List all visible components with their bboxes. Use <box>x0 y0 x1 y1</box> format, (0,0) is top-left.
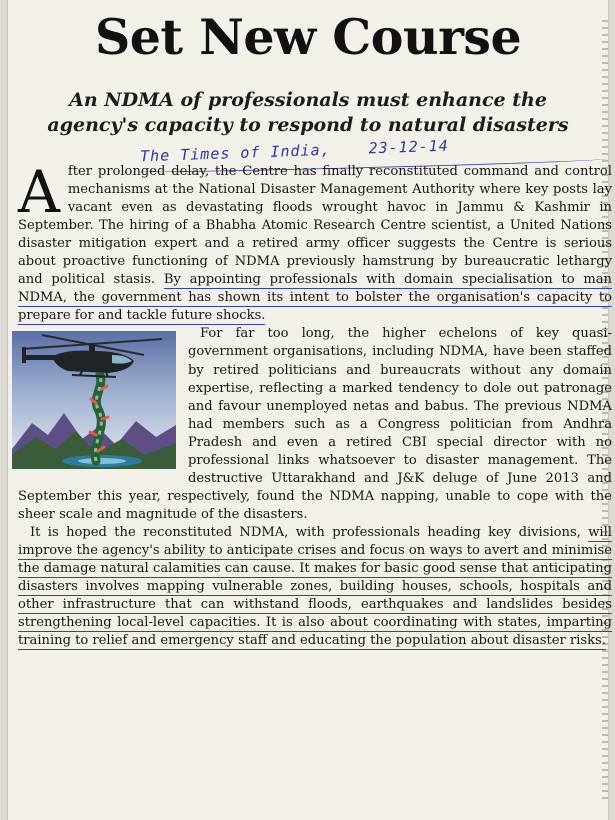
paragraph-text: For far too long, the higher echelons of key quasi-government organisations, including NDMA, have been staffed by retired politicians and bureaucrats without any domain expertise, reflecting a marked tendency to dole out patronage and favour unemployed netas and babus. The previous NDMA had members such as a Congress politician from Andhra Pradesh and even a retired CBI special director with no professional links whatsoever to disaster management. The destructive Uttarakhand and J&K deluge of June 2013 and September this year, respectively, found the NDMA napping, unable to cope with the sheer scale and magnitude of the disasters. <box>18 326 612 522</box>
helicopter-rescue-illustration <box>12 331 176 469</box>
underlined-passage: By appointing professionals with domain specialisation to man NDMA, the government has shown its intent to bolster the organisation's capacity to prepare for and tackle future shocks. <box>18 272 612 324</box>
handwritten-source: The Times of India, <box>139 140 331 166</box>
paragraph-2 <box>18 325 612 524</box>
handwritten-date: 23-12-14 <box>368 136 450 158</box>
article-body <box>18 158 612 650</box>
paragraph-3 <box>18 524 612 650</box>
drop-cap: A <box>18 158 60 226</box>
newspaper-clipping <box>8 0 612 820</box>
headline: Set New Course <box>94 8 522 66</box>
paragraph-text: It is hoped the reconstituted NDMA, with professionals heading key divisions, <box>30 524 589 540</box>
underlined-passage: will improve the agency's ability to anticipate crises and focus on ways to avert and minimise the damage natural calamities can cause. It makes for basic good sense that anticipating disasters involves mapping vulnerable zones, building houses, schools, hospitals and other infrastructure that can withstand floods, earthquakes and landslides besides strengthening local-level capacities. It is also about coordinating with states, imparting training to relief and emergency staff and educating the population about disaster risks. <box>18 524 612 649</box>
paragraph-text: fter prolonged delay, the Centre has finally reconstituted command and control mechanisms at the National Disaster Management Authority where key posts lay vacant even as devastating floods wrought havoc in Jammu & Kashmir in September. The hiring of a Bhabha Atomic Research Centre scientist, a United Nations disaster mitigation expert and a retired army officer suggests the Centre is serious about proactive functioning of NDMA previously hamstrung by bureaucratic lethargy and political stasis. <box>18 164 612 288</box>
paragraph-1 <box>18 158 612 325</box>
deck-subheadline: An NDMA of professionals must enhance the agency's capacity to respond to natural disasters <box>47 89 569 136</box>
